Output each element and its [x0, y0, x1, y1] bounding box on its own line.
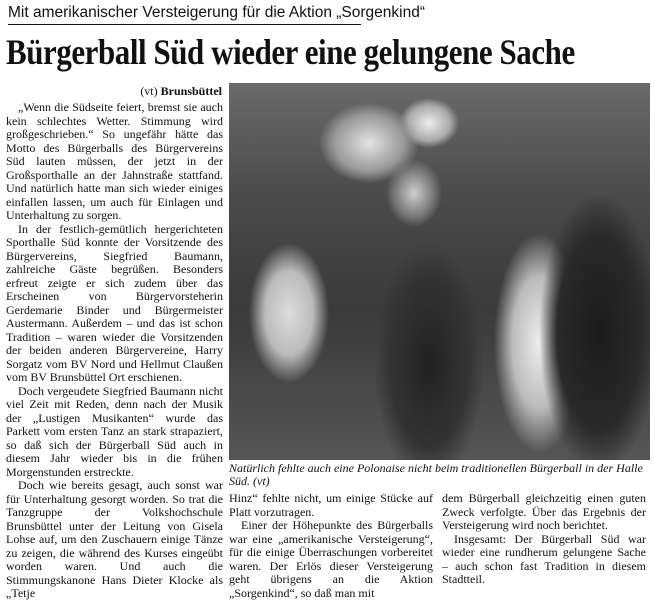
paragraph: In der festlich-gemütlich hergerichteten Sporthalle Süd konnte der Vorsitzende des Bürgervereins, Siegfried Baumann, zahlreiche Gäste begrüßen. Besonders erfreut zeigte er sich zudem über das Erscheinen von Bürgervorsteherin Gerdemarie Binder und Bürgermeister Austermann. Außerdem – und das ist schon Tradition – waren wieder die Vorsitzenden der beiden anderen Bürgervereine, Harry Sorgatz vom BV Nord und Hellmut Claußen vom BV Brunsbüttel Ort erschienen. — [6, 221, 223, 384]
dateline — [8, 84, 222, 98]
photo-caption: Natürlich fehlte auch eine Polonaise nicht beim traditionellen Bürgerball in der Halle Süd. (vt) — [229, 461, 643, 488]
article-photo — [229, 83, 650, 460]
paragraph: Insgesamt: Der Bürgerball Süd war wieder eine rundherum gelungene Sache – auch schon fast Tradition in diesem Stadtteil. — [442, 531, 646, 586]
place: Brunsbüttel — [160, 84, 222, 98]
article-column-1 — [6, 101, 223, 601]
paragraph: Doch vergeudete Siegfried Baumann nicht viel Zeit mit Reden, denn nach der Musik der „Lustigen Musikanten“ wurde das Parkett vom ersten Tanz an stark strapaziert, so daß sich der Bürgerball Süd auch in diesem Jahr wieder bis in die frühen Morgenstunden erstreckte. — [6, 383, 223, 479]
paragraph: „Wenn die Südseite feiert, bremst sie auch kein schlechtes Wetter. Stimmung wird großgeschrieben.“ So ungefähr hätte das Motto des Bürgerballs des Bürgervereins Süd lauten müssen, der jetzt in der Großsporthalle an der Jahnstraße stattfand. Und natürlich hatte man sich wieder einiges einfallen lassen, um auch für Einlagen und Unterhaltung zu sorgen. — [6, 100, 223, 222]
article-column-2 — [229, 492, 433, 600]
author-tag: (vt) — [140, 84, 158, 98]
paragraph: Doch wie bereits gesagt, auch sonst war für Unterhaltung gesorgt worden. So trat die Tanzgruppe der Volkshochschule Brunsbüttel unter der Leitung von Gisela Lohse auf, um den Zuschauern einige Tänze zu zeigen, die während des Kurses eingeübt worden waren. Und auch die Stimmungskanone Hans Dieter Klocke als „Tetje — [6, 478, 223, 600]
kicker: Mit amerikanischer Versteigerung für die Aktion „Sorgenkind“ — [8, 4, 361, 25]
paragraph: Einer der Höhepunkte des Bürgerballs war eine „amerikanische Versteigerung“, für die einige Überraschungen vorbereitet waren. Der Erlös dieser Versteigerung geht übrigens an die Aktion „Sorgenkind“, so daß man mit — [229, 518, 433, 600]
headline: Bürgerball Süd wieder eine gelungene Sache — [6, 32, 575, 72]
paragraph: dem Bürgerball gleichzeitig einen guten Zweck verfolgte. Über das Ergebnis der Versteigerung wird noch berichtet. — [442, 491, 646, 532]
article-column-3 — [442, 492, 646, 587]
paragraph: Hinz“ fehlte nicht, um einige Stücke auf Platt vorzutragen. — [229, 491, 433, 519]
